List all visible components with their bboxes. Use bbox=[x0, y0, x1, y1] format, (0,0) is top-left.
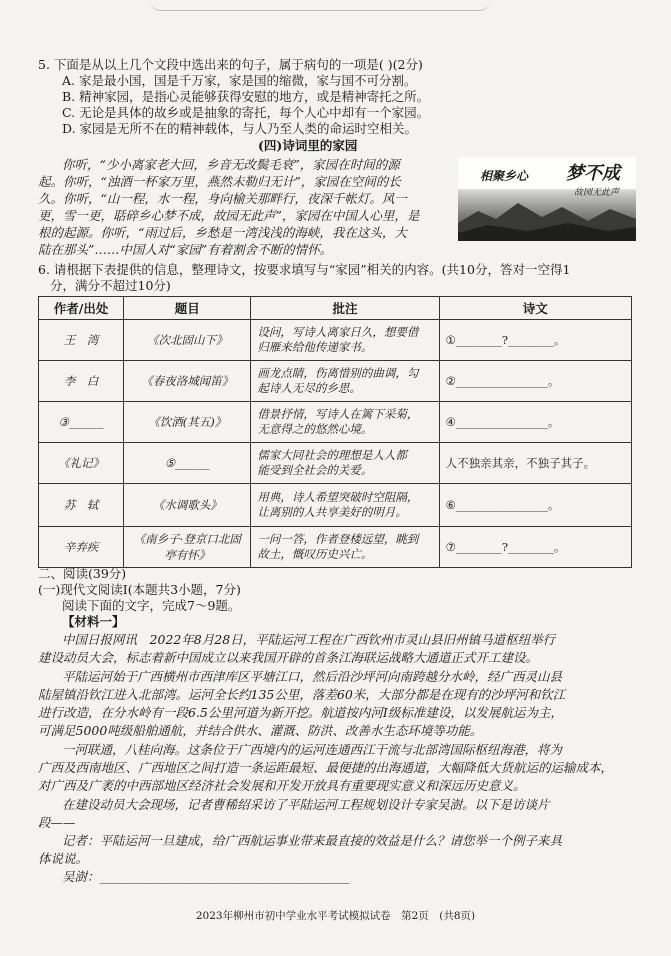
cell-poem: 人不独亲其亲，不独子其子。 bbox=[439, 443, 631, 484]
cell-title: 《春夜洛城闻笛》 bbox=[124, 361, 251, 402]
article-line: 记者：平陆运河一旦建成，给广西航运事业带来最直接的效益是什么？请您举一个例子来具 bbox=[62, 833, 563, 848]
part2-subtitle: (一)现代文阅读I(本题共3小题，7分) bbox=[38, 582, 241, 597]
q5-option-a: A. 家是最小国，国是千万家，家是国的缩微，家与国不可分割。 bbox=[62, 73, 417, 88]
cell-note bbox=[251, 402, 439, 443]
article-line: 平陆运河始于广西横州市西津库区平塘江口，然后沿沙坪河向南跨越分水岭，经广西灵山县 bbox=[62, 669, 563, 684]
q6-stem: 6. 请根据下表提供的信息，整理诗文，按要求填写与“家园”相关的内容。(共10分，答对一空得1 bbox=[38, 262, 571, 277]
q6-stem-2: 分，满分不超过10分) bbox=[50, 278, 171, 293]
note-line: 无意得之的悠然心境。 bbox=[257, 422, 373, 436]
cell-note bbox=[251, 484, 439, 527]
article-line: 陆屋镇沿钦江进入北部湾。运河全长约135公里，落差60米，大部分都是在现有的沙坪河和钦江 bbox=[38, 687, 566, 702]
article-line: 体说说。 bbox=[38, 851, 89, 866]
note-line: 借景抒情，写诗人在篱下采菊， bbox=[257, 407, 419, 421]
table-row bbox=[39, 361, 632, 402]
note-line: 起诗人无尽的乡思。 bbox=[257, 381, 361, 395]
cell-title-blank[interactable]: ⑤______ bbox=[124, 443, 251, 484]
section4-line-1: 你听，“少小离家老大回，乡音无改鬓毛衰”，家园在时间的源 bbox=[62, 157, 400, 172]
cell-title: 《饮酒(其五)》 bbox=[124, 402, 251, 443]
cell-author-blank[interactable]: ③______ bbox=[39, 402, 124, 443]
part2-intro: 阅读下面的文字，完成7～9题。 bbox=[62, 598, 241, 613]
article-line: 在建设动员大会现场，记者曹稀绍采访了平陆运河工程规划设计专家吴澍。以下是访谈片 bbox=[62, 797, 550, 812]
cell-note bbox=[251, 361, 439, 402]
cell-poem-blank[interactable]: ④________________。 bbox=[439, 402, 631, 443]
cell-note bbox=[251, 443, 439, 484]
header-author: 作者/出处 bbox=[39, 297, 124, 320]
note-line: 归雁来给他传递家书。 bbox=[257, 340, 373, 354]
header-title: 题目 bbox=[124, 297, 251, 320]
table-header-row bbox=[39, 297, 632, 320]
q5-stem: 5. 下面是从以上几个文段中选出来的句子，属于病句的一项是( )(2分) bbox=[38, 57, 423, 72]
note-line: 能受到全社会的关爱。 bbox=[257, 463, 373, 477]
note-line: 儒家大同社会的理想是人人都 bbox=[257, 448, 407, 462]
mountain-silhouette-icon bbox=[458, 193, 636, 241]
article-line: 广西及西南地区、广西地区之间打造一条运距最短、最便捷的出海通道，大幅降低大货航运的运输成本， bbox=[38, 760, 614, 775]
cell-title: 《次北固山下》 bbox=[124, 320, 251, 361]
note-line: 设问，写诗人离家日久，想要借 bbox=[257, 325, 419, 339]
table-row bbox=[39, 320, 632, 361]
page-footer: 2023年柳州市初中学业水平考试模拟试卷 第2页 (共8页) bbox=[195, 910, 476, 922]
section4-line-2: 起。你听，“浊酒一杯家万里，燕然未勒归无计”，家园在空间的长 bbox=[38, 174, 401, 189]
cell-poem-blank[interactable]: ①________?________。 bbox=[439, 320, 631, 361]
material-label: 【材料一】 bbox=[62, 614, 125, 629]
part2-title: 二、阅读(39分) bbox=[38, 566, 127, 581]
calligraphy-sub: 故园无此声 bbox=[574, 188, 620, 198]
article-line: 对广西及广袤的中西部地区经济社会发展和开发开放具有重要现实意义和深远历史意义。 bbox=[38, 778, 526, 793]
table-row bbox=[39, 484, 632, 527]
note-line: 故土，慨叹历史兴亡。 bbox=[257, 547, 373, 561]
section4-title: (四)诗词里的家园 bbox=[258, 138, 358, 153]
table-row bbox=[39, 402, 632, 443]
q5-option-d: D. 家园是无所不在的精神载体，与人乃至人类的命运时空相关。 bbox=[62, 121, 418, 136]
cell-title: 《南乡子·登京口北固亭有怀》 bbox=[124, 527, 251, 568]
cell-author: 王 湾 bbox=[39, 320, 124, 361]
cell-poem-blank[interactable]: ⑥________________。 bbox=[439, 484, 631, 527]
header-poem: 诗文 bbox=[439, 297, 631, 320]
cell-author: 苏 轼 bbox=[39, 484, 124, 527]
section4-line-3: 久。你听，“山一程，水一程，身向榆关那畔行，夜深千帐灯。风一 bbox=[38, 191, 407, 206]
section4-line-5: 根的起源。你听，“雨过后，乡愁是一湾浅浅的海峡，我在这头，大 bbox=[38, 225, 407, 240]
note-line: 让离别的人共享美好的明月。 bbox=[257, 505, 407, 519]
calligraphy-left: 相聚乡心 bbox=[480, 169, 529, 183]
header-note: 批注 bbox=[251, 297, 439, 320]
q5-option-b: B. 精神家园，是指心灵能够获得安慰的地方，或是精神寄托之所。 bbox=[62, 89, 430, 104]
table-row bbox=[39, 527, 632, 568]
section4-line-4: 更，雪一更，聒碎乡心梦不成，故园无此声”，家园在中国人心里，是 bbox=[38, 208, 420, 223]
cell-note bbox=[251, 320, 439, 361]
cell-poem-blank[interactable]: ⑦________?________。 bbox=[439, 527, 631, 568]
note-line: 用典，诗人希望突破时空阻隔， bbox=[257, 490, 419, 504]
cell-author: 辛弃疾 bbox=[39, 527, 124, 568]
cell-title: 《水调歌头》 bbox=[124, 484, 251, 527]
article-line: 中国日报网讯 2022年8月28日，平陆运河工程在广西钦州市灵山县旧州镇马道枢纽举行 bbox=[62, 632, 556, 647]
cell-note bbox=[251, 527, 439, 568]
table-row bbox=[39, 443, 632, 484]
article-line: 可满足5000吨级船舶通航，并结合供水、灌溉、防洪、改善水生态环境等功能。 bbox=[38, 723, 483, 738]
calligraphy-landscape-image bbox=[458, 157, 636, 241]
q5-option-c: C. 无论是具体的故乡或是抽象的寄托，每个人心中却有一个家园。 bbox=[62, 105, 430, 120]
top-edge bbox=[150, 0, 490, 11]
article-line: 段—— bbox=[38, 815, 76, 830]
note-line: 画龙点睛，伤离惜别的曲调，勾 bbox=[257, 366, 419, 380]
cell-author: 李 白 bbox=[39, 361, 124, 402]
poem-table bbox=[38, 296, 632, 568]
note-line: 一问一答，作者登楼远望，眺到 bbox=[257, 532, 419, 546]
calligraphy-right: 梦不成 bbox=[566, 163, 620, 184]
answer-line[interactable]: 吴澍：________________________________________ bbox=[62, 869, 350, 884]
section4-line-6: 陆在那头”……中国人对“家园”有着割舍不断的情怀。 bbox=[38, 242, 333, 257]
article-line: 一河联通，八桂向海。这条位于广西境内的运河连通西江干流与北部湾国际枢纽海港，将为 bbox=[62, 742, 563, 757]
article-line: 进行改造，在分水岭有一段6.5公里河道为新开挖。航道按内河I级标准建设，以发展航运为主， bbox=[38, 705, 563, 720]
cell-poem-blank[interactable]: ②________________。 bbox=[439, 361, 631, 402]
article-line: 建设动员大会，标志着新中国成立以来我国开辟的首条江海联运战略大通道正式开工建设。 bbox=[38, 650, 539, 665]
cell-author: 《礼记》 bbox=[39, 443, 124, 484]
